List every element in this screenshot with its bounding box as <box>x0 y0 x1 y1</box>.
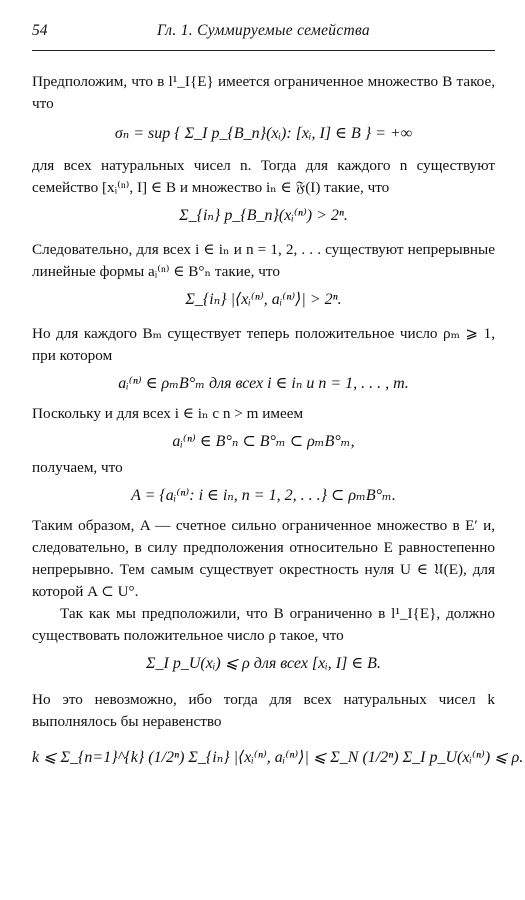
paragraph: получаем, что <box>32 459 123 476</box>
paragraph: Таким образом, A — счетное сильно ограниченное множество в E′ и, следовательно, в силу предположения относительно E равностепенно непрерывно. Тем самым существует окрестность нуля U ∈ 𝔘(E), для которой A ⊂ U°. <box>32 517 495 600</box>
formula-line: Σ_{iₙ} p_{B_n}(xᵢ⁽ⁿ⁾) > 2ⁿ. <box>179 207 348 224</box>
paragraph: Следовательно, для всех i ∈ iₙ и n = 1, 2, . . . существуют непрерывные линейные формы aᵢ⁽ⁿ⁾ ∈ B°ₙ такие, что <box>32 241 495 280</box>
page-header <box>32 22 495 51</box>
page-body <box>32 71 524 769</box>
running-head: Гл. 1. Суммируемые семейства <box>157 22 370 39</box>
formula-line: aᵢ⁽ⁿ⁾ ∈ ρₘB°ₘ для всех i ∈ iₙ и n = 1, . . . , m. <box>118 375 409 392</box>
formula-line: σₙ = sup { Σ_I p_{B_n}(xᵢ): [xᵢ, I] ∈ B } = +∞ <box>114 125 413 142</box>
formula-line: A = {aᵢ⁽ⁿ⁾: i ∈ iₙ, n = 1, 2, . . .} ⊂ ρₘB°ₘ. <box>131 487 396 504</box>
paragraph: Но для каждого Bₘ существует теперь положительное число ρₘ ⩾ 1, при котором <box>32 325 495 364</box>
formula-line: Σ_I p_U(xᵢ) ⩽ ρ для всех [xᵢ, I] ∈ B. <box>146 655 381 672</box>
paragraph: Предположим, что в l¹_I{E} имеется ограниченное множество B такое, что <box>32 73 495 112</box>
paragraph: для всех натуральных чисел n. Тогда для каждого n существуют семейство [xᵢ⁽ⁿ⁾, I] ∈ B и множество iₙ ∈ 𝔉(I) такие, что <box>32 157 495 196</box>
formula-line: aᵢ⁽ⁿ⁾ ∈ B°ₙ ⊂ B°ₘ ⊂ ρₘB°ₘ, <box>172 433 355 450</box>
paragraph: Поскольку и для всех i ∈ iₙ с n > m имеем <box>32 405 304 422</box>
paragraph: Но это невозможно, ибо тогда для всех натуральных чисел k выполнялось бы неравенство <box>32 691 495 730</box>
page-number: 54 <box>32 22 48 39</box>
formula-line: Σ_{iₙ} |⟨xᵢ⁽ⁿ⁾, aᵢ⁽ⁿ⁾⟩| > 2ⁿ. <box>185 291 342 308</box>
formula-line: k ⩽ Σ_{n=1}^{k} (1/2ⁿ) Σ_{iₙ} |⟨xᵢ⁽ⁿ⁾, aᵢ⁽ⁿ⁾⟩| ⩽ Σ_N (1/2ⁿ) Σ_I p_U(xᵢ⁽ⁿ⁾) ⩽ ρ. <box>32 749 524 766</box>
paragraph: Так как мы предположили, что B ограниченно в l¹_I{E}, должно существовать положительное число ρ такое, что <box>32 605 495 644</box>
